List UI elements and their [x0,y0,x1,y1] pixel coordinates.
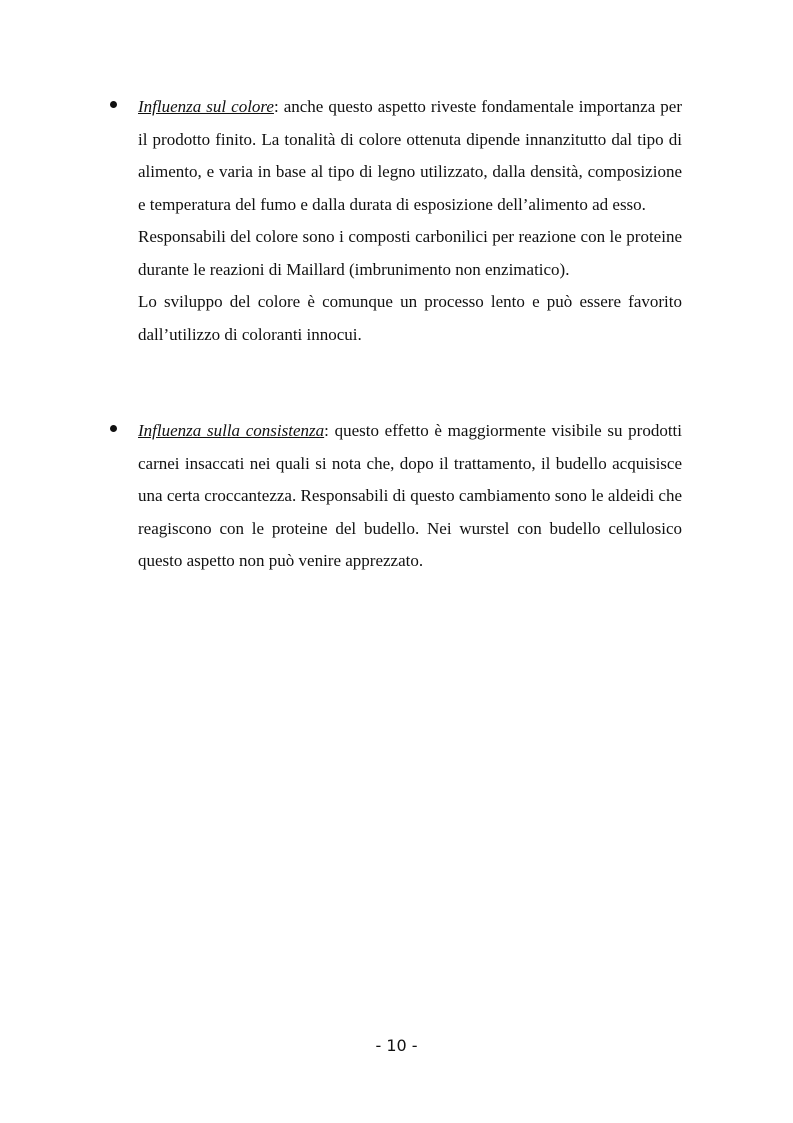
paragraph: Responsabili del colore sono i composti carbonilici per reazione con le proteine durante le reazioni di Maillard (imbrunimento non enzimatico). [138,227,682,279]
paragraph-text: : anche questo aspetto riveste fondamentale importanza per il prodotto finito. La tonalità di colore ottenuta dipende innanzitutto dal tipo di alimento, e varia in base al tipo di legno utilizzato, dalla densità, composizione e temperatura del fumo e dalla durata di esposizione dell’alimento ad esso. [138,97,682,214]
bullet-icon [110,101,117,108]
item-heading: Influenza sul colore [138,97,274,116]
paragraph: Lo sviluppo del colore è comunque un processo lento e può essere favorito dall’utilizzo di coloranti innocui. [138,292,682,344]
item-heading: Influenza sulla consistenza [138,421,325,440]
bullet-body [138,415,682,578]
paragraph [138,91,682,221]
bullet-item-consistenza [110,415,682,578]
bullet-icon [110,425,117,432]
bullet-item-colore [110,91,682,351]
paragraph-text: : questo effetto è maggiormente visibile su prodotti carnei insaccati nei quali si nota che, dopo il trattamento, il budello acquisisce una certa croccantezza. Responsabili di questo cambiamento sono le aldeidi che reagiscono con le proteine del budello. Nei wurstel con budello cellulosico questo aspetto non può venire apprezzato. [138,421,682,570]
paragraph [138,415,682,578]
bullet-body [138,91,682,351]
page-number: - 10 - [375,1036,418,1055]
